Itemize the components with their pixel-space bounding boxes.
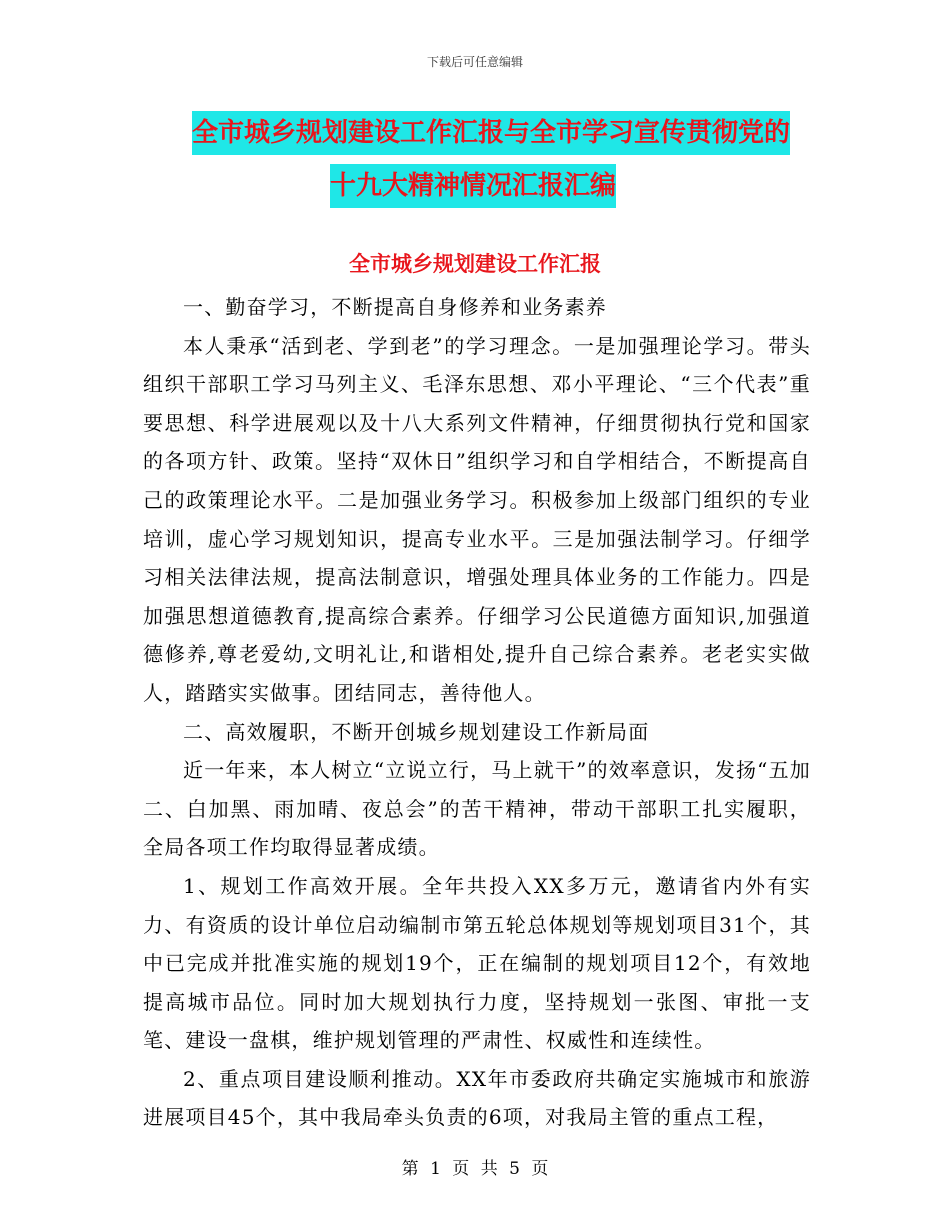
paragraph: 近一年来，本人树立“立说立行，马上就干”的效率意识，发扬“五加二、白加黑、雨加晴、夜总会”的苦干精神，带动干部职工扎实履职，全局各项工作均取得显著成绩。 [143,758,811,860]
document-title-line-2: 十九大精神情况汇报汇编 [330,164,616,208]
paragraph: 2、重点项目建设顺利推动。XX年市委政府共确定实施城市和旅游进展项目45个，其中我局牵头负责的6项，对我局主管的重点工程， [143,1066,811,1130]
page-footer: 第 1 页 共 5 页 [401,1159,549,1179]
header-note: 下载后可任意编辑 [426,55,523,69]
document-body [143,288,811,1137]
heading-one: 一、勤奋学习，不断提高自身修养和业务素养 [183,295,607,319]
section-title: 全市城乡规划建设工作汇报 [349,252,601,276]
document-title-line-1: 全市城乡规划建设工作汇报与全市学习宣传贯彻党的 [192,111,790,155]
paragraph: 本人秉承“活到老、学到老”的学习理念。一是加强理论学习。带头组织干部职工学习马列主义、毛泽东思想、邓小平理论、“三个代表”重要思想、科学进展观以及十八大系列文件精神，仔细贯彻执行党和国家的各项方针、政策。坚持“双休日”组织学习和自学相结合，不断提高自己的政策理论水平。二是加强业务学习。积极参加上级部门组织的专业培训，虚心学习规划知识，提高专业水平。三是加强法制学习。仔细学习相关法律法规，提高法制意识，增强处理具体业务的工作能力。四是加强思想道德教育,提高综合素养。仔细学习公民道德方面知识,加强道德修养,尊老爱幼,文明礼让,和谐相处,提升自己综合素养。老老实实做人，踏踏实实做事。团结同志，善待他人。 [143,333,811,705]
document-title [192,110,812,210]
paragraph: 1、规划工作高效开展。全年共投入XX多万元，邀请省内外有实力、有资质的设计单位启动编制市第五轮总体规划等规划项目31个，其中已完成并批准实施的规划19个，正在编制的规划项目12个，有效地提高城市品位。同时加大规划执行力度，坚持规划一张图、审批一支笔、建设一盘棋，维护规划管理的严肃性、权威性和连续性。 [143,873,811,1053]
heading-two: 二、高效履职，不断开创城乡规划建设工作新局面 [183,719,650,744]
